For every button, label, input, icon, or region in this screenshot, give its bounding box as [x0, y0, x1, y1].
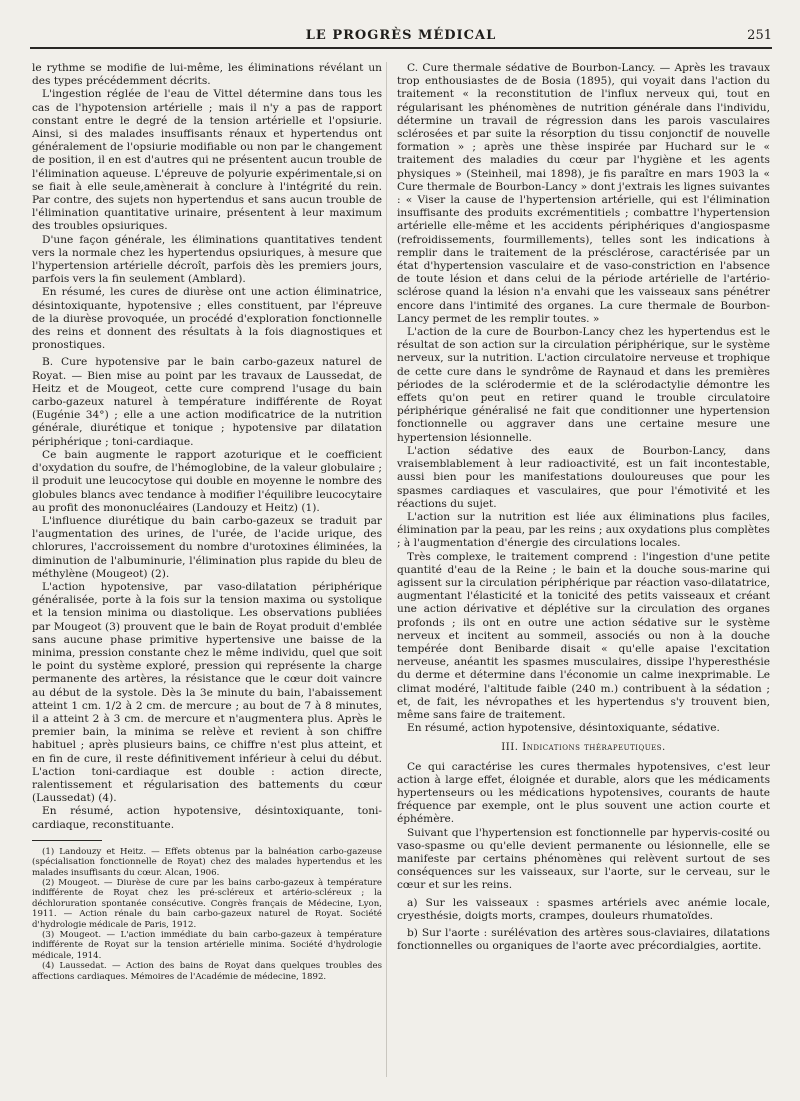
page-number: 251 — [747, 28, 772, 43]
paragraph: a) Sur les vaisseaux : spasmes artériels avec anémie locale, cryesthésie, doigts morts, crampes, douleurs rhumatoïdes. — [397, 896, 770, 922]
header-rule — [30, 47, 772, 49]
paragraph: Ce bain augmente le rapport azoturique et le coefficient d'oxydation du soufre, de l'hémoglobine, de la valeur globulaire ; il produit une leucocytose qui double en moyenne le nombre des globules blancs avec tendance à modifier l'équilibre leucocytaire au profit des mononucléaires (Landouzy et Heitz) (1). — [32, 448, 382, 514]
section-heading: III. Indications thérapeutiques. — [501, 742, 666, 754]
paragraph: b) Sur l'aorte : surélévation des artères sous-claviaires, dilatations fonctionnelles ou organiques de l'aorte avec précordialgies, aortite. — [397, 927, 770, 953]
right-column — [397, 62, 770, 953]
paragraph: C. Cure thermale sédative de Bourbon-Lancy. — Après les travaux trop enthousiastes de de Bosia (1895), qui voyait dans l'action du traitement « la reconstitution de l'influx nerveux qui, tout en régularisant les phénomènes de nutrition générale dans l'individu, détermine un travail de régression dans les parois vasculaires sclérosées et par suite la résorption du tissu conjonctif de nouvelle formation » ; après une thèse inspirée par Huchard sur le « traitement des maladies du cœur par l'hygiène et les agents physiques » (Steinheil, mai 1898), je fis paraître en mars 1903 la « Cure thermale de Bourbon-Lancy » dont j'extrais les lignes suivantes : « Viser la cause de l'hypertension artérielle, qui est l'élimination insuffisante des produits excrémentitiels ; combattre l'hypertension artérielle elle-même et les accidents périphériques d'angiospasme (refroidissements, fourmillements), telles sont les indications à remplir dans le traitement de la présclérose, caractérisée par un état d'hypertension vasculaire et de vaso-constriction en l'absence de toute lésion et dans celui de la période artérielle de l'artério-sclérose quand la lésion n'a envahi que les vaisseaux sans pénétrer encore dans l'intimité des organes. La cure thermale de Bourbon-Lancy permet de les remplir toutes. » — [397, 62, 770, 325]
footnote: (4) Laussedat. — Action des bains de Royat dans quelques troubles des affections cardiaques. Mémoires de l'Académie de médecine, 1892. — [32, 961, 382, 982]
footnote: (1) Landouzy et Heitz. — Effets obtenus par la balnéation carbo-gazeuse (spécialisation fonctionnelle de Royat) chez des malades hypertendus et les malades insuffisants du cœur. Alcan, 1906. — [32, 846, 382, 878]
paragraph: L'action hypotensive, par vaso-dilatation périphérique généralisée, porte à la fois sur la tension maxima ou systolique et la tension minima ou diastolique. Les observations publiées par Mougeot (3) prouvent que le bain de Royat produit d'emblée sans aucune phase primitive hypertensive une baisse de la minima, pression constante chez le même individu, quel que soit le point du système exploré, pression qui représente la charge permanente des artères, la résistance que le cœur doit vaincre au début de la systole. Dès la 3e minute du bain, l'abaissement atteint 1 cm. 1/2 à 2 cm. de mercure ; au bout de 7 à 8 minutes, il a atteint 2 à 3 cm. de mercure et n'augmentera plus. Après le premier bain, la minima se relève et revient à son chiffre habituel ; après plusieurs bains, ce chiffre n'est plus atteint, et en fin de cure, il reste définitivement inférieur à celui du début. L'action toni-cardiaque est double : action directe, ralentissement et régularisation des battements du cœur (Laussedat) (4). — [32, 580, 382, 805]
paragraph: le rythme se modifie de lui-même, les éliminations révélant un des types précédemment décrits. — [32, 62, 382, 88]
running-header — [30, 28, 772, 44]
paragraph: L'action sur la nutrition est liée aux éliminations plus faciles, élimination par la peau, par les reins ; aux oxydations plus complètes ; à l'augmentation d'énergie des circulations locales. — [397, 510, 770, 550]
column-divider — [386, 62, 387, 1077]
footnote: (3) Mougeot. — L'action immédiate du bain carbo-gazeux à température indifférente de Royat sur la tension artérielle minima. Société d'hydrologie médicale, 1914. — [32, 930, 382, 961]
footnotes — [32, 847, 382, 982]
paragraph: En résumé, action hypotensive, désintoxiquante, toni-cardiaque, reconstituante. — [32, 805, 382, 831]
journal-title: LE PROGRÈS MÉDICAL — [305, 28, 497, 43]
paragraph: Ce qui caractérise les cures thermales hypotensives, c'est leur action à large effet, éloignée et durable, alors que les médicaments hypertenseurs ou les médications hypotensives, courants de haute fréquence par exemple, ont le plus souvent une action courte et éphémère. — [397, 760, 770, 826]
paragraph: Très complexe, le traitement comprend : l'ingestion d'une petite quantité d'eau de la Reine ; le bain et la douche sous-marine qui agissent sur la circulation périphérique par réaction vaso-dilatatrice, augmentant l'élasticité et la tonicité des petits vaisseaux et créant une action dérivative et déplétive sur la circulation des organes profonds ; ils ont en outre une action sédative sur le système nerveux et incitent au sommeil, associés ou non à la douche tempérée dont Benibarde disait « qu'elle apaise l'excitation nerveuse, anéantit les spasmes musculaires, dissipe l'hyperesthésie du derme et détermine dans l'économie un calme inexprimable. Le climat modéré, l'altitude faible (240 m.) contribuent à la sédation ; et, de fait, les névropathes et les hypertendus s'y trouvent bien, même sans faire de traitement. — [397, 550, 770, 721]
paragraph: L'ingestion réglée de l'eau de Vittel détermine dans tous les cas de l'hypotension artérielle ; mais il n'y a pas de rapport constant entre le degré de la tension artérielle et l'opsiurie. Ainsi, si des malades insuffisants rénaux et hypertendus ont généralement de l'opsiurie modifiable ou non par le changement de position, il en est d'autres qui ne présentent aucun trouble de l'élimination aqueuse. L'épreuve de polyurie expérimentale,si on se fiait à elle seule,amènerait à conclure à l'intégrité du rein. Par contre, des sujets non hypertendus et sans aucun trouble de l'élimination quantitative urinaire, présentent à leur maximum des troubles opsiuriques. — [32, 88, 382, 233]
paragraph: L'action sédative des eaux de Bourbon-Lancy, dans vraisemblablement à leur radioactivité, est un fait incontestable, aussi bien pour les manifestations douloureuses que pour les spasmes cardiaques et vasculaires, que pour l'émotivité et les réactions du sujet. — [397, 444, 770, 510]
left-column — [32, 62, 382, 982]
footnote: (2) Mougeot. — Diurèse de cure par les bains carbo-gazeux à température indifférente de Royat chez les pré-scléreux et artério-scléreux ; la déchloruration spontanée consécutive. Congrès français de Médecine, Lyon, 1911. — Action rénale du bain carbo-gazeux naturel de Royat. Société d'hydrologie médicale de Paris, 1912. — [32, 878, 382, 930]
paragraph: L'action de la cure de Bourbon-Lancy chez les hypertendus est le résultat de son action sur la circulation périphérique, sur le système nerveux, sur la nutrition. L'action circulatoire nerveuse et trophique de cette cure dans le syndrôme de Raynaud et dans les premières périodes de la sclérodermie et de la sclérodactylie démontre les effets qu'on peut en retirer quand le trouble circulatoire périphérique généralisé ne fait que conditionner une hypertension fonctionnelle ou aggraver dans une certaine mesure une hypertension lésionnelle. — [397, 326, 770, 444]
paragraph: Suivant que l'hypertension est fonctionnelle par hypervis-cosité ou vaso-spasme ou qu'elle devient permanente ou lésionnelle, elle se manifeste par certains phénomènes qui relèvent surtout de ses conséquences sur les vaisseaux, sur l'aorte, sur le cerveau, sur le cœur et sur les reins. — [397, 826, 770, 892]
paragraph: L'influence diurétique du bain carbo-gazeux se traduit par l'augmentation des urines, de l'urée, de l'acide urique, des chlorures, l'accroissement du nombre d'urotoxines éliminées, la diminution de l'albuminurie, l'élimination plus rapide du bleu de méthylène (Mougeot) (2). — [32, 514, 382, 580]
paragraph: B. Cure hypotensive par le bain carbo-gazeux naturel de Royat. — Bien mise au point par les travaux de Laussedat, de Heitz et de Mougeot, cette cure comprend l'usage du bain carbo-gazeux naturel à température indifférente de Royat (Eugénie 34°) ; elle a une action modificatrice de la nutrition générale, diurétique et tonique ; hypotensive par dilatation périphérique ; toni-cardiaque. — [32, 356, 382, 448]
paragraph: En résumé, action hypotensive, désintoxiquante, sédative. — [407, 722, 720, 735]
footnote-divider — [32, 840, 102, 841]
paragraph: D'une façon générale, les éliminations quantitatives tendent vers la normale chez les hypertendus opsiuriques, à mesure que l'hypertension artérielle décroît, parfois dès les premiers jours, parfois vers la fin seulement (Amblard). — [32, 233, 382, 286]
paragraph: En résumé, les cures de diurèse ont une action éliminatrice, désintoxiquante, hypotensive ; elles constituent, par l'épreuve de la diurèse provoquée, un procédé d'exploration fonctionnelle des reins et donnent des résultats à la fois diagnostiques et pronostiques. — [32, 286, 382, 352]
